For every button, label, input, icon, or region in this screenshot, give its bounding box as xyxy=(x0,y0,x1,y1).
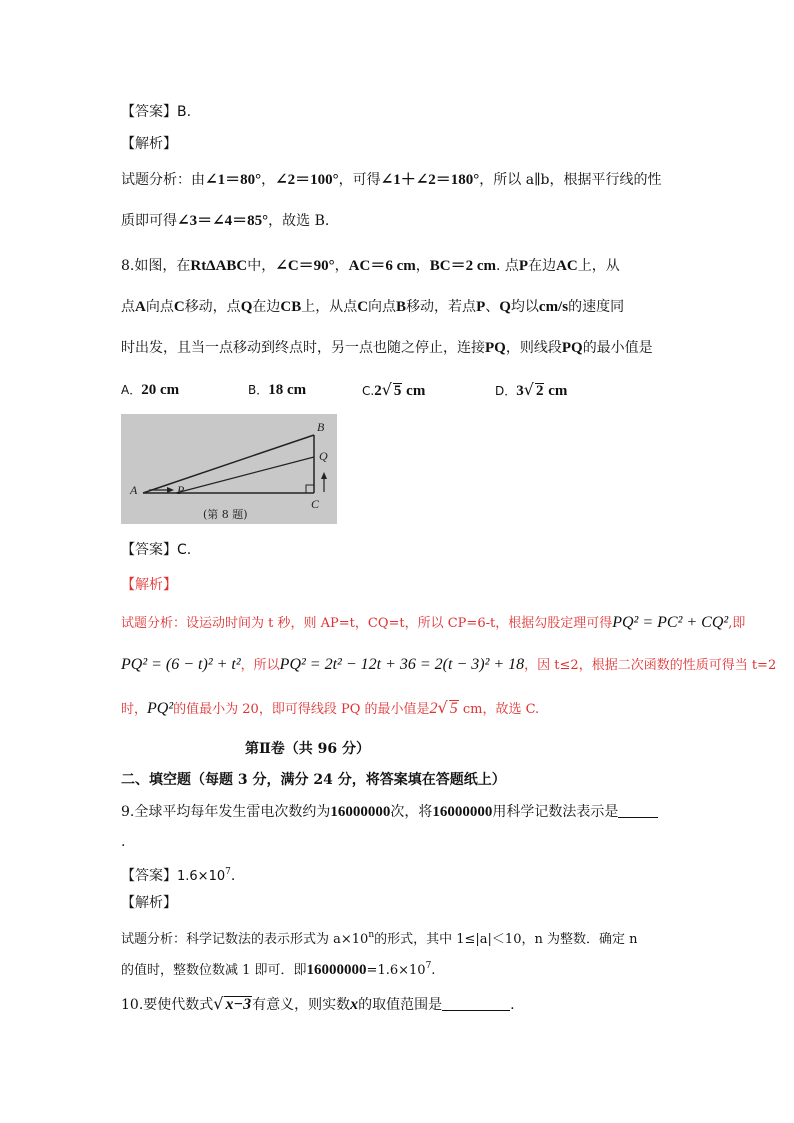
arrow-p-head xyxy=(167,487,174,493)
answer-label: 【答案】 xyxy=(121,104,177,120)
figure-caption: (第 8 题) xyxy=(203,508,248,521)
right-angle-mark xyxy=(306,485,314,493)
q7-analysis-line1: 试题分析：由∠1＝80°，∠2＝100°，可得∠1＋∠2＝180°，所以 a∥b，根据平行线的性 xyxy=(121,172,662,188)
sqrt-symbol: √ xyxy=(437,698,448,717)
option-c: C.2√ 5 cm xyxy=(362,380,426,399)
sqrt-symbol: √ xyxy=(213,994,224,1013)
triangle-diagram xyxy=(121,414,337,524)
equation: ∠2＝100° xyxy=(275,172,339,188)
label-q: Q xyxy=(319,449,328,463)
q9-answer: 【答案】$1.6\times 10^7$. xyxy=(121,867,236,884)
q9-stem-dot: . xyxy=(121,834,126,850)
q8-answer: 【答案】C. xyxy=(121,542,192,558)
option-d: D．3√ 2 cm xyxy=(495,380,568,399)
equation: ∠1＝80° xyxy=(205,172,262,188)
label-p: P xyxy=(177,483,185,497)
equation: ∠3＝∠4＝85° xyxy=(177,213,269,229)
q8-stem-line3: 时出发，且当一点移动到终点时，另一点也随之停止，连接PQ，则线段PQ的最小值是 xyxy=(121,340,653,356)
q9-stem: 9.全球平均每年发生雷电次数约为16000000次，将16000000用科学记数法表示是 xyxy=(121,802,658,822)
q8-analysis-label: 【解析】 xyxy=(121,577,177,593)
fill-in-blank[interactable] xyxy=(618,803,658,818)
q7-analysis-label xyxy=(121,134,177,154)
q9-analysis-line1: 试题分析：科学记数法的表示形式为 $a\times 10^n$的形式，其中 1≤|a|＜10，n 为整数．确定 n xyxy=(121,930,638,947)
arrow-q-head xyxy=(321,472,327,479)
fill-in-blank[interactable] xyxy=(442,996,510,1011)
label-a: A xyxy=(130,483,138,497)
equation: PQ² = PC² + CQ² xyxy=(612,614,729,631)
analysis-label: 【解析】 xyxy=(121,136,177,152)
q10-stem: 10.要使代数式√ x−3有意义，则实数x的取值范围是 . xyxy=(121,994,515,1013)
q8-options xyxy=(121,380,641,402)
q8-stem-line2: 点A向点C移动，点Q在边CB上，从点C向点B移动，若点P、Q均以cm/s的速度同 xyxy=(121,299,625,315)
q8-stem-line1: 8.如图，在RtΔABC中，∠C＝90°，AC＝6 cm，BC＝2 cm. 点P在边AC上，从 xyxy=(121,258,620,274)
equation: ∠1＋∠2＝180° xyxy=(380,172,480,188)
q8-analysis-line2: PQ² = (6 − t)² + t²，所以PQ² = 2t² − 12t + 36 = 2(t − 3)² + 18，因 t≤2，根据二次函数的性质可得当 t=2 xyxy=(121,656,777,673)
equation: PQ² = (6 − t)² + t² xyxy=(121,656,241,673)
q7-answer xyxy=(121,102,191,122)
q8-analysis-line3: 时，PQ²的值最小为 20，即可得线段 PQ 的最小值是2√ 5 cm，故选 C. xyxy=(121,698,540,717)
sqrt-symbol: √ xyxy=(381,380,392,399)
section-heading: 二、填空题（每题 3 分，满分 24 分，将答案填在答题纸上） xyxy=(121,772,506,788)
q9-analysis-line2: 的值时，整数位数减 1 即可．即$16000000=1.6\times 10^7$. xyxy=(121,961,436,978)
sqrt-symbol: √ xyxy=(523,380,534,399)
option-b: B．18 cm xyxy=(248,382,307,398)
q9-analysis-label: 【解析】 xyxy=(121,895,177,911)
label-c: C xyxy=(311,497,320,511)
q8-figure xyxy=(121,414,337,524)
option-a: A．20 cm xyxy=(121,382,180,398)
answer-value: B. xyxy=(177,104,192,120)
q8-analysis-line1: 试题分析：设运动时间为 t 秒，则 AP=t，CQ=t，所以 CP=6-t，根据勾股定理可得PQ² = PC² + CQ²,即 xyxy=(121,614,746,631)
q7-analysis-line2: 质即可得∠3＝∠4＝85°，故选 B. xyxy=(121,213,330,229)
equation: PQ² xyxy=(147,700,174,717)
equation: PQ² = 2t² − 12t + 36 = 2(t − 3)² + 18 xyxy=(279,656,525,673)
section-title: 第Ⅱ卷（共 96 分） xyxy=(245,741,371,757)
label-b: B xyxy=(317,420,325,434)
